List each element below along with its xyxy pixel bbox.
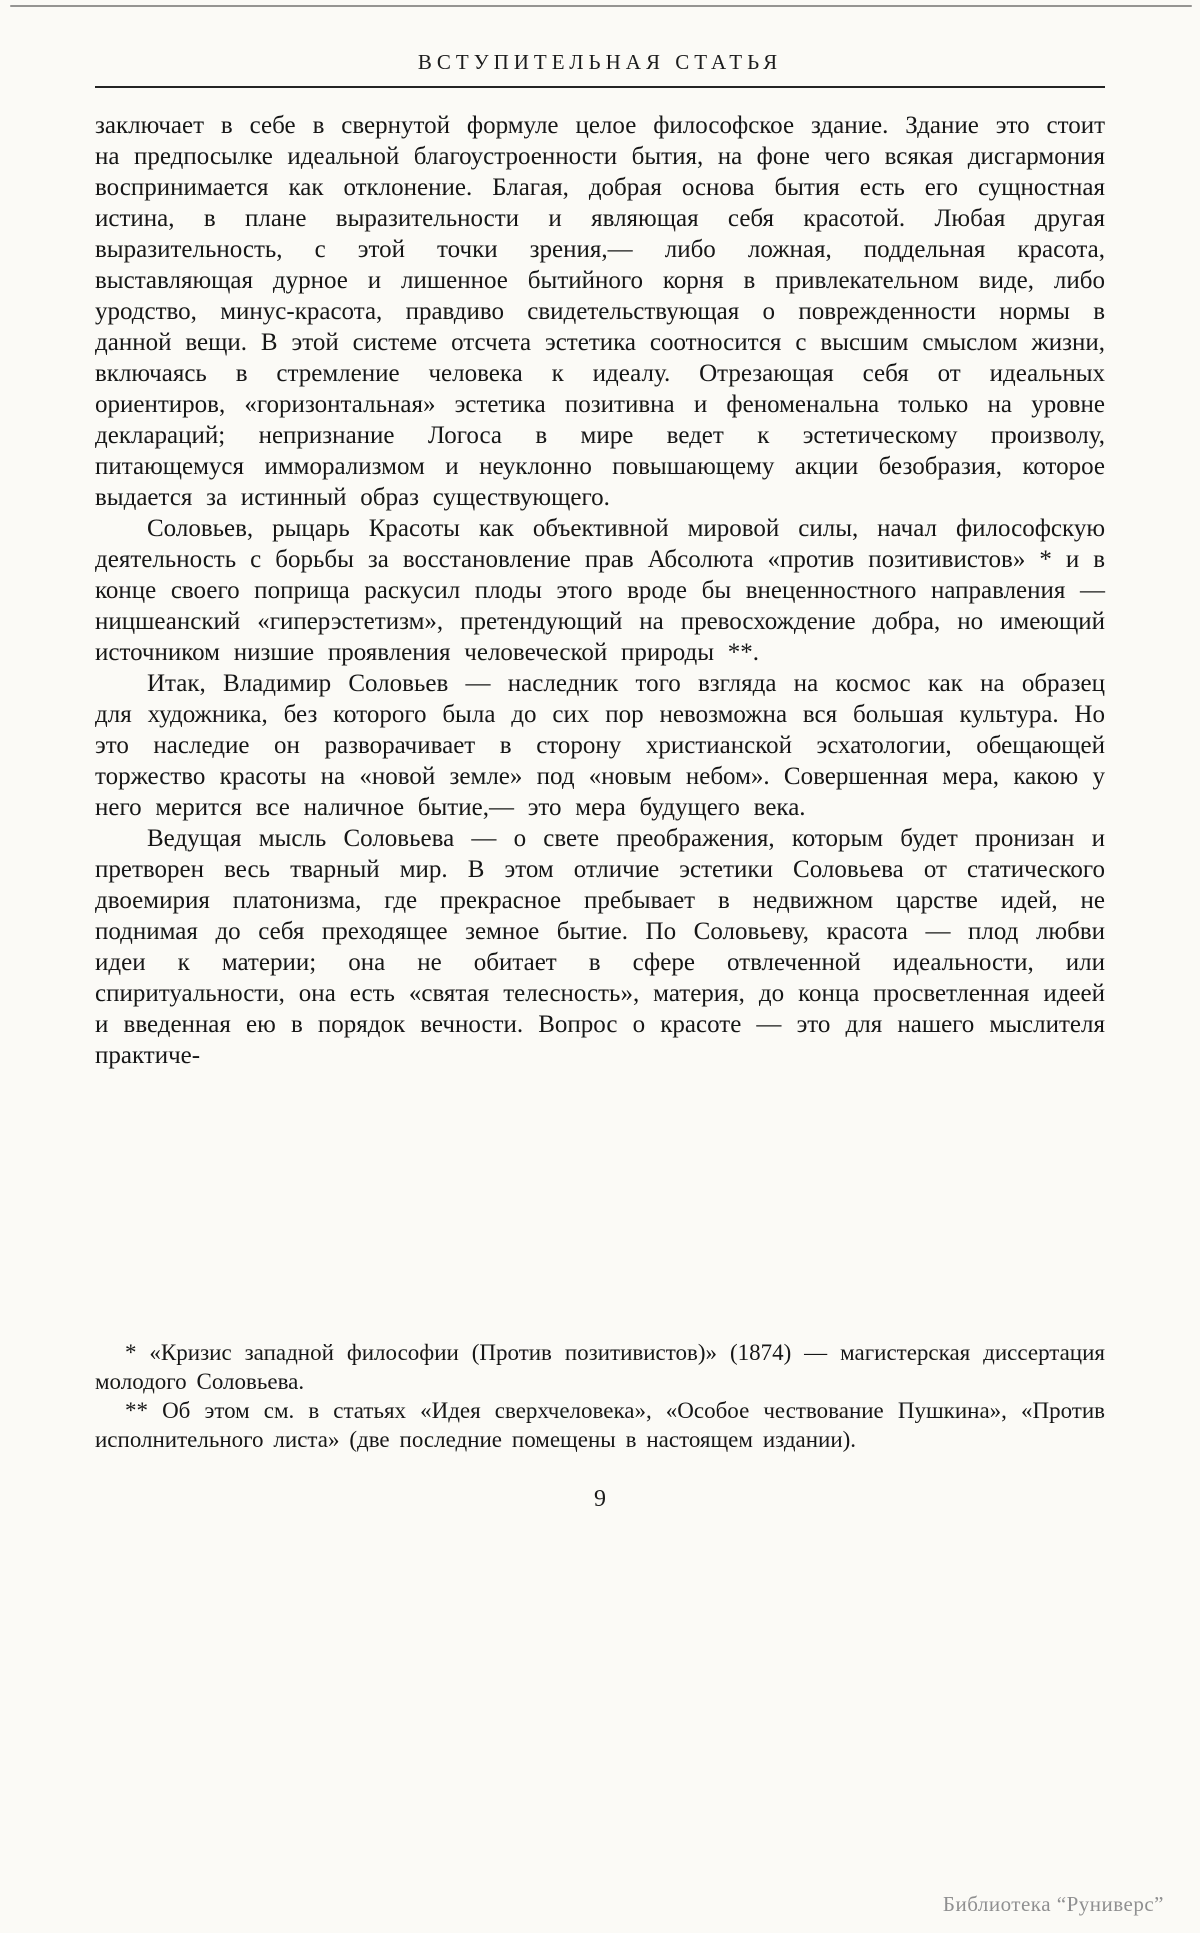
footnotes (95, 1338, 1105, 1454)
scan-edge-artifact (10, 5, 1192, 7)
body-paragraph: Соловьев, рыцарь Красоты как объективной мировой силы, начал философскую деятельность с борьбы за восстановление прав Абсолюта «против позитивистов» * и в конце своего поприща раскусил плоды этого вроде бы внеценностного направления — ницшеанский «гиперэстетизм», претендующий на превосхождение добра, но имеющий источником низшие проявления человеческой природы **. (95, 515, 1105, 666)
page-number: 9 (594, 1486, 606, 1512)
body-text (95, 110, 1105, 1071)
running-header: ВСТУПИТЕЛЬНАЯ СТАТЬЯ (417, 50, 783, 74)
footnote: ** Об этом см. в статьях «Идея сверхчеловека», «Особое чествование Пушкина», «Против исполнительного листа» (две последние помещены в настоящем издании). (95, 1398, 1105, 1452)
footnote: * «Кризис западной философии (Против позитивистов)» (1874) — магистерская диссертация молодого Соловьева. (95, 1340, 1105, 1394)
watermark: Библиотека “Руниверс” (942, 1892, 1164, 1916)
body-paragraph: заключает в себе в свернутой формуле целое философское здание. Здание это стоит на предпосылке идеальной благоустроенности бытия, на фоне чего всякая дисгармония воспринимается как отклонение. Благая, добрая основа бытия есть его сущностная истина, в плане выразительности и являющая себя красотой. Любая другая выразительность, с этой точки зрения,— либо ложная, поддельная красота, выставляющая дурное и лишенное бытийного корня в привлекательном виде, либо уродство, минус-красота, правдиво свидетельствующая о поврежденности нормы в данной вещи. В этой системе отсчета эстетика соотносится с высшим смыслом жизни, включаясь в стремление человека к идеалу. Отрезающая себя от идеальных ориентиров, «горизонтальная» эстетика позитивна и феноменальна только на уровне деклараций; непризнание Логоса в мире ведет к эстетическому произволу, питающемуся имморализмом и неуклонно повышающему акции безобразия, которое выдается за истинный образ существующего. (95, 112, 1105, 511)
body-paragraph: Итак, Владимир Соловьев — наследник того взгляда на космос как на образец для художника, без которого была до сих пор невозможна вся большая культура. Но это наследие он разворачивает в сторону христианской эсхатологии, обещающей торжество красоты на «новой земле» под «новым небом». Совершенная мера, какою у него мерится все наличное бытие,— это мера будущего века. (95, 670, 1105, 821)
body-paragraph: Ведущая мысль Соловьева — о свете преображения, которым будет пронизан и претворен весь тварный мир. В этом отличие эстетики Соловьева от статического двоемирия платонизма, где прекрасное пребывает в недвижном царстве идей, не поднимая до себя преходящее земное бытие. По Соловьеву, красота — плод любви идеи к материи; она не обитает в сфере отвлеченной идеальности, или спиритуальности, она есть «святая телесность», материя, до конца просветленная идеей и введенная ею в порядок вечности. Вопрос о красоте — это для нашего мыслителя практиче- (95, 825, 1105, 1069)
header-rule (95, 86, 1105, 88)
